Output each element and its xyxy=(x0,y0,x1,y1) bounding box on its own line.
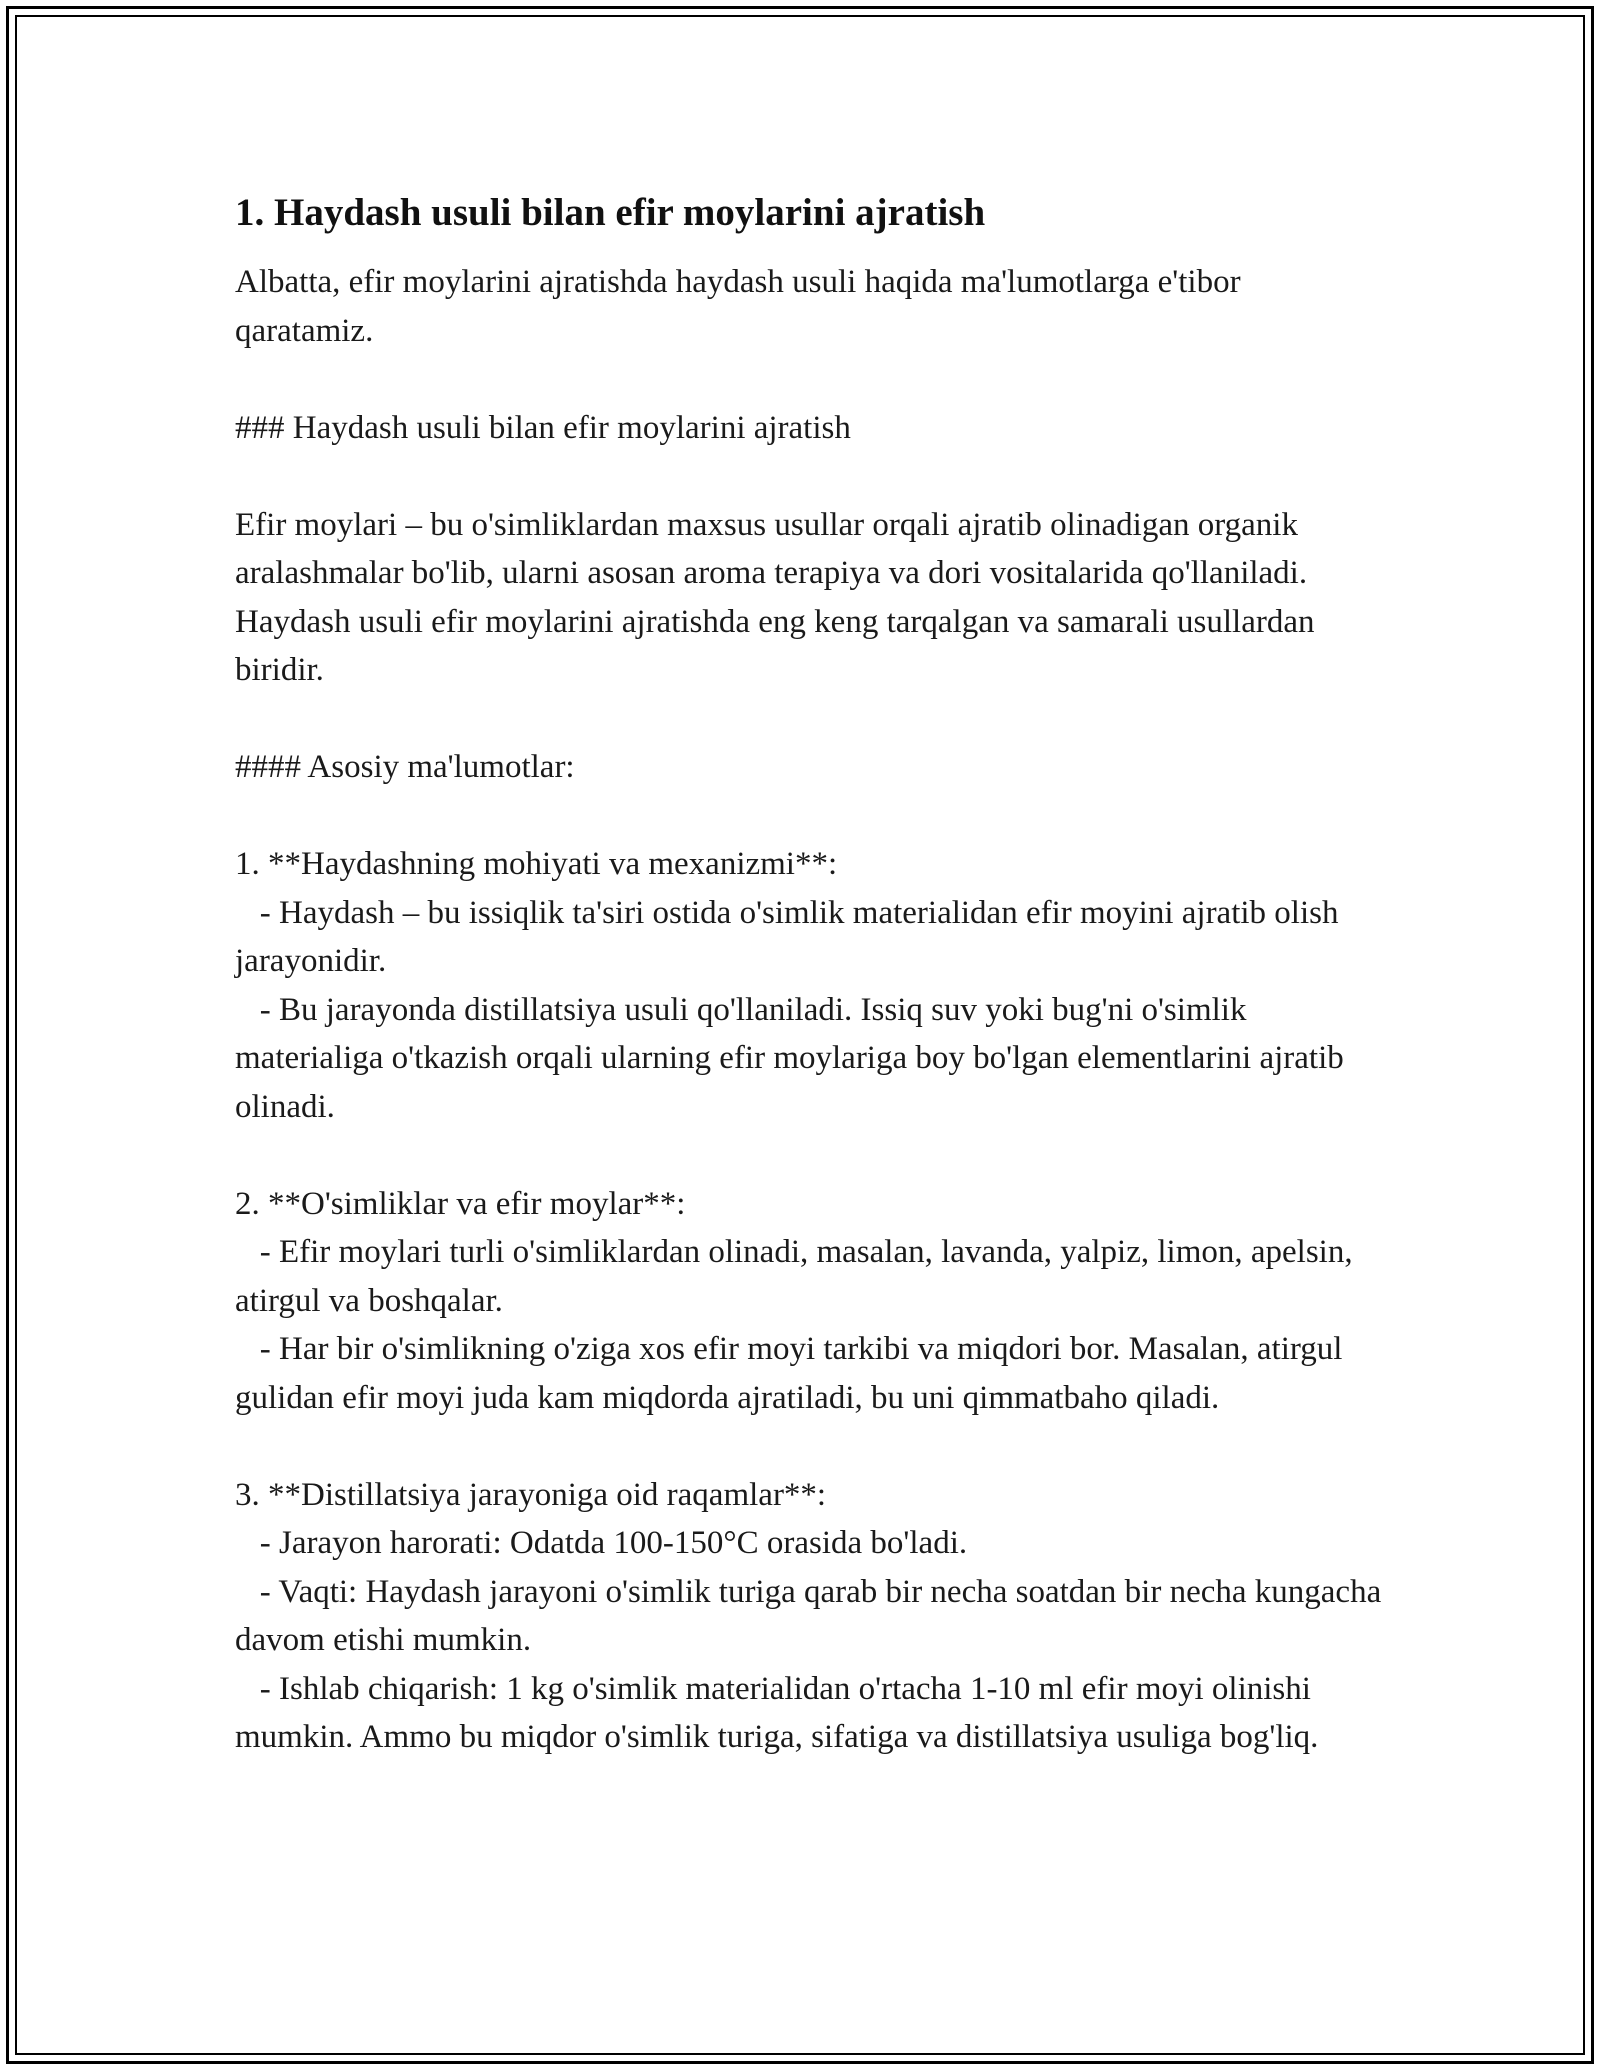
spacer xyxy=(235,452,1385,501)
list-item-bullet: - Vaqti: Haydash jarayoni o'simlik turiga qarab bir necha soatdan bir necha kungacha davom etishi mumkin. xyxy=(235,1573,1390,1658)
document-body xyxy=(235,186,1390,1762)
list-item-bullet: - Bu jarayonda distillatsiya usuli qo'llaniladi. Issiq suv yoki bug'ni o'simlik materialiga o'tkazish orqali ularning efir moylariga boy bo'lgan elementlarini ajratib olinadi. xyxy=(235,991,1353,1125)
list-item-heading: 2. **O'simliklar va efir moylar**: xyxy=(235,1185,686,1222)
section-heading: #### Asosiy ma'lumotlar: xyxy=(235,749,575,785)
spacer xyxy=(235,695,1385,744)
intro-paragraph: Albatta, efir moylarini ajratishda haydash usuli haqida ma'lumotlarga e'tibor qaratamiz. xyxy=(235,264,1249,349)
list-item-heading: 1. **Haydashning mohiyati va mexanizmi**: xyxy=(235,846,838,882)
list-item-bullet: - Jarayon harorati: Odatda 100-150°C orasida bo'ladi. xyxy=(235,1525,968,1561)
spacer xyxy=(235,792,1385,841)
spacer xyxy=(235,355,1385,404)
list-item xyxy=(235,840,1385,1131)
list-item-heading: 3. **Distillatsiya jarayoniga oid raqamlar**: xyxy=(235,1476,827,1513)
subheading: ### Haydash usuli bilan efir moylarini ajratish xyxy=(235,409,851,446)
spacer xyxy=(235,1422,1385,1471)
list-item-bullet: - Ishlab chiqarish: 1 kg o'simlik materialidan o'rtacha 1-10 ml efir moyi olinishi mumkin. Ammo bu miqdor o'simlik turiga, sifatiga va distillatsiya usuliga bog'liq. xyxy=(235,1670,1320,1755)
document-title: 1. Haydash usuli bilan efir moylarini ajratish xyxy=(235,191,986,234)
list-item xyxy=(235,1471,1390,1762)
overview-paragraph: Efir moylari – bu o'simliklardan maxsus usullar orqali ajratib olinadigan organik aralashmalar bo'lib, ularni asosan aroma terapiya va dori vositalarida qo'llaniladi. Haydash usuli efir moylarini ajratishda eng keng tarqalgan va samarali usullardan biridir. xyxy=(235,506,1323,688)
list-item-bullet: - Haydash – bu issiqlik ta'siri ostida o'simlik materialidan efir moyini ajratib olish jarayonidir. xyxy=(235,894,1347,979)
list-item-bullet: - Har bir o'simlikning o'ziga xos efir moyi tarkibi va miqdori bor. Masalan, atirgul gulidan efir moyi juda kam miqdorda ajratiladi, bu uni qimmatbaho qiladi. xyxy=(235,1331,1351,1416)
list-item xyxy=(235,1180,1385,1423)
list-item-bullet: - Efir moylari turli o'simliklardan olinadi, masalan, lavanda, yalpiz, limon, apelsin, atirgul va boshqalar. xyxy=(235,1234,1361,1319)
spacer xyxy=(235,1131,1385,1180)
